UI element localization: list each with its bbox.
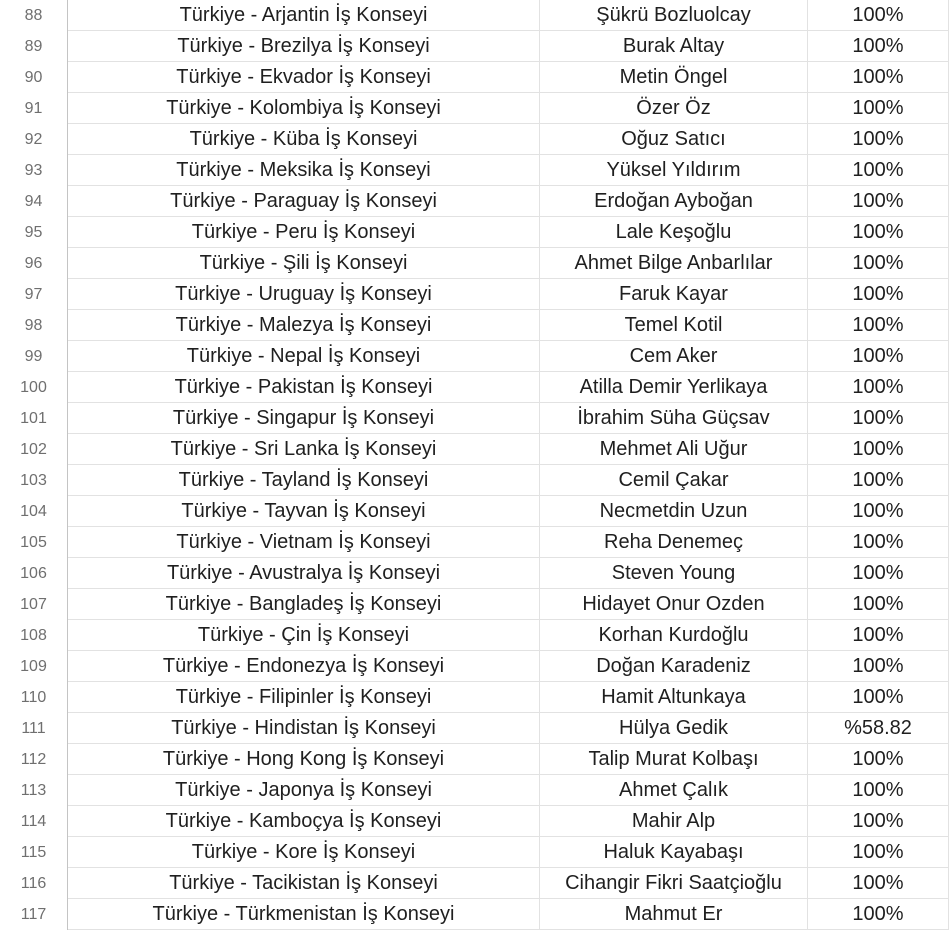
chairperson-cell[interactable]: Özer Öz	[540, 93, 808, 124]
row-number-header[interactable]: 113	[0, 775, 68, 806]
rate-cell[interactable]: 100%	[808, 434, 949, 465]
chairperson-cell[interactable]: Talip Murat Kolbaşı	[540, 744, 808, 775]
chairperson-cell[interactable]: Atilla Demir Yerlikaya	[540, 372, 808, 403]
table-row	[0, 341, 949, 372]
row-number-header[interactable]: 99	[0, 341, 68, 372]
row-number-header[interactable]: 95	[0, 217, 68, 248]
rate-cell[interactable]: 100%	[808, 124, 949, 155]
chairperson-cell[interactable]: Oğuz Satıcı	[540, 124, 808, 155]
chairperson-cell[interactable]: Cemil Çakar	[540, 465, 808, 496]
chairperson-cell[interactable]: Metin Öngel	[540, 62, 808, 93]
row-number-header[interactable]: 114	[0, 806, 68, 837]
chairperson-cell[interactable]: Erdoğan Ayboğan	[540, 186, 808, 217]
table-row	[0, 496, 949, 527]
rate-cell[interactable]: 100%	[808, 31, 949, 62]
council-name-cell[interactable]: Türkiye - Nepal İş Konseyi	[68, 341, 540, 372]
chairperson-cell[interactable]: Reha Denemeç	[540, 527, 808, 558]
table-row	[0, 403, 949, 434]
rate-cell[interactable]: 100%	[808, 899, 949, 930]
table-row	[0, 372, 949, 403]
chairperson-cell[interactable]: Faruk Kayar	[540, 279, 808, 310]
rate-cell[interactable]: 100%	[808, 868, 949, 899]
row-number-header[interactable]: 106	[0, 558, 68, 589]
table-row	[0, 434, 949, 465]
table-row	[0, 651, 949, 682]
table-row	[0, 837, 949, 868]
rate-cell[interactable]: %58.82	[808, 713, 949, 744]
chairperson-cell[interactable]: Hamit Altunkaya	[540, 682, 808, 713]
table-row	[0, 155, 949, 186]
council-name-cell[interactable]: Türkiye - Pakistan İş Konseyi	[68, 372, 540, 403]
council-name-cell[interactable]: Türkiye - Japonya İş Konseyi	[68, 775, 540, 806]
chairperson-cell[interactable]: Mehmet Ali Uğur	[540, 434, 808, 465]
chairperson-cell[interactable]: Mahir Alp	[540, 806, 808, 837]
table-row	[0, 806, 949, 837]
rate-cell[interactable]: 100%	[808, 806, 949, 837]
chairperson-cell[interactable]: Ahmet Bilge Anbarlılar	[540, 248, 808, 279]
rate-cell[interactable]: 100%	[808, 279, 949, 310]
chairperson-cell[interactable]: Cihangir Fikri Saatçioğlu	[540, 868, 808, 899]
chairperson-cell[interactable]: Yüksel Yıldırım	[540, 155, 808, 186]
rate-cell[interactable]: 100%	[808, 372, 949, 403]
row-number-header[interactable]: 100	[0, 372, 68, 403]
rate-cell[interactable]: 100%	[808, 93, 949, 124]
table-row	[0, 124, 949, 155]
row-number-header[interactable]: 108	[0, 620, 68, 651]
council-name-cell[interactable]: Türkiye - Şili İş Konseyi	[68, 248, 540, 279]
rate-cell[interactable]: 100%	[808, 775, 949, 806]
table-row	[0, 775, 949, 806]
row-number-header[interactable]: 111	[0, 713, 68, 744]
chairperson-cell[interactable]: Necmetdin Uzun	[540, 496, 808, 527]
table-row	[0, 0, 949, 31]
council-name-cell[interactable]: Türkiye - Arjantin İş Konseyi	[68, 0, 540, 31]
row-number-header[interactable]: 98	[0, 310, 68, 341]
table-row	[0, 899, 949, 930]
chairperson-cell[interactable]: Şükrü Bozluolcay	[540, 0, 808, 31]
council-name-cell[interactable]: Türkiye - Türkmenistan İş Konseyi	[68, 899, 540, 930]
rate-cell[interactable]: 100%	[808, 403, 949, 434]
rate-cell[interactable]: 100%	[808, 62, 949, 93]
council-name-cell[interactable]: Türkiye - Bangladeş İş Konseyi	[68, 589, 540, 620]
council-name-cell[interactable]: Türkiye - Tacikistan İş Konseyi	[68, 868, 540, 899]
rate-cell[interactable]: 100%	[808, 496, 949, 527]
chairperson-cell[interactable]: Cem Aker	[540, 341, 808, 372]
table-row	[0, 868, 949, 899]
council-name-cell[interactable]: Türkiye - Hong Kong İş Konseyi	[68, 744, 540, 775]
rate-cell[interactable]: 100%	[808, 558, 949, 589]
chairperson-cell[interactable]: Burak Altay	[540, 31, 808, 62]
rate-cell[interactable]: 100%	[808, 217, 949, 248]
rate-cell[interactable]: 100%	[808, 651, 949, 682]
council-name-cell[interactable]: Türkiye - Hindistan İş Konseyi	[68, 713, 540, 744]
rate-cell[interactable]: 100%	[808, 155, 949, 186]
rate-cell[interactable]: 100%	[808, 465, 949, 496]
rate-cell[interactable]: 100%	[808, 589, 949, 620]
row-number-header[interactable]: 89	[0, 31, 68, 62]
row-number-header[interactable]: 109	[0, 651, 68, 682]
row-number-header[interactable]: 107	[0, 589, 68, 620]
table-row	[0, 744, 949, 775]
rate-cell[interactable]: 100%	[808, 527, 949, 558]
council-name-cell[interactable]: Türkiye - Çin İş Konseyi	[68, 620, 540, 651]
council-name-cell[interactable]: Türkiye - Kore İş Konseyi	[68, 837, 540, 868]
table-row	[0, 186, 949, 217]
council-name-cell[interactable]: Türkiye - Meksika İş Konseyi	[68, 155, 540, 186]
row-number-header[interactable]: 92	[0, 124, 68, 155]
rate-cell[interactable]: 100%	[808, 341, 949, 372]
chairperson-cell[interactable]: İbrahim Süha Güçsav	[540, 403, 808, 434]
council-name-cell[interactable]: Türkiye - Malezya İş Konseyi	[68, 310, 540, 341]
table-row	[0, 217, 949, 248]
row-number-header[interactable]: 94	[0, 186, 68, 217]
row-number-header[interactable]: 90	[0, 62, 68, 93]
chairperson-cell[interactable]: Hülya Gedik	[540, 713, 808, 744]
council-name-cell[interactable]: Türkiye - Peru İş Konseyi	[68, 217, 540, 248]
table-row	[0, 93, 949, 124]
chairperson-cell[interactable]: Steven Young	[540, 558, 808, 589]
table-row	[0, 527, 949, 558]
chairperson-cell[interactable]: Haluk Kayabaşı	[540, 837, 808, 868]
rate-cell[interactable]: 100%	[808, 620, 949, 651]
council-name-cell[interactable]: Türkiye - Uruguay İş Konseyi	[68, 279, 540, 310]
chairperson-cell[interactable]: Korhan Kurdoğlu	[540, 620, 808, 651]
council-name-cell[interactable]: Türkiye - Kamboçya İş Konseyi	[68, 806, 540, 837]
rate-cell[interactable]: 100%	[808, 248, 949, 279]
chairperson-cell[interactable]: Doğan Karadeniz	[540, 651, 808, 682]
row-number-header[interactable]: 112	[0, 744, 68, 775]
rate-cell[interactable]: 100%	[808, 837, 949, 868]
council-name-cell[interactable]: Türkiye - Küba İş Konseyi	[68, 124, 540, 155]
chairperson-cell[interactable]: Temel Kotil	[540, 310, 808, 341]
chairperson-cell[interactable]: Lale Keşoğlu	[540, 217, 808, 248]
council-name-cell[interactable]: Türkiye - Brezilya İş Konseyi	[68, 31, 540, 62]
row-number-header[interactable]: 101	[0, 403, 68, 434]
rate-cell[interactable]: 100%	[808, 744, 949, 775]
rate-cell[interactable]: 100%	[808, 0, 949, 31]
council-name-cell[interactable]: Türkiye - Tayvan İş Konseyi	[68, 496, 540, 527]
table-row	[0, 589, 949, 620]
rate-cell[interactable]: 100%	[808, 682, 949, 713]
rate-cell[interactable]: 100%	[808, 186, 949, 217]
table-row	[0, 620, 949, 651]
row-number-header[interactable]: 97	[0, 279, 68, 310]
row-number-header[interactable]: 110	[0, 682, 68, 713]
row-number-header[interactable]: 104	[0, 496, 68, 527]
rate-cell[interactable]: 100%	[808, 310, 949, 341]
table-row	[0, 713, 949, 744]
council-name-cell[interactable]: Türkiye - Sri Lanka İş Konseyi	[68, 434, 540, 465]
table-row	[0, 279, 949, 310]
table-row	[0, 31, 949, 62]
table-row	[0, 62, 949, 93]
row-number-header[interactable]: 103	[0, 465, 68, 496]
table-row	[0, 558, 949, 589]
table-row	[0, 465, 949, 496]
table-row	[0, 682, 949, 713]
table-row	[0, 248, 949, 279]
council-name-cell[interactable]: Türkiye - Kolombiya İş Konseyi	[68, 93, 540, 124]
row-number-header[interactable]: 117	[0, 899, 68, 930]
row-number-header[interactable]: 115	[0, 837, 68, 868]
council-name-cell[interactable]: Türkiye - Vietnam İş Konseyi	[68, 527, 540, 558]
council-name-cell[interactable]: Türkiye - Ekvador İş Konseyi	[68, 62, 540, 93]
council-name-cell[interactable]: Türkiye - Endonezya İş Konseyi	[68, 651, 540, 682]
row-number-header[interactable]: 102	[0, 434, 68, 465]
row-number-header[interactable]: 88	[0, 0, 68, 31]
chairperson-cell[interactable]: Mahmut Er	[540, 899, 808, 930]
row-number-header[interactable]: 96	[0, 248, 68, 279]
row-number-header[interactable]: 116	[0, 868, 68, 899]
chairperson-cell[interactable]: Hidayet Onur Ozden	[540, 589, 808, 620]
council-name-cell[interactable]: Türkiye - Paraguay İş Konseyi	[68, 186, 540, 217]
chairperson-cell[interactable]: Ahmet Çalık	[540, 775, 808, 806]
council-name-cell[interactable]: Türkiye - Avustralya İş Konseyi	[68, 558, 540, 589]
row-number-header[interactable]: 105	[0, 527, 68, 558]
row-number-header[interactable]: 91	[0, 93, 68, 124]
council-name-cell[interactable]: Türkiye - Tayland İş Konseyi	[68, 465, 540, 496]
council-name-cell[interactable]: Türkiye - Singapur İş Konseyi	[68, 403, 540, 434]
table-row	[0, 310, 949, 341]
council-name-cell[interactable]: Türkiye - Filipinler İş Konseyi	[68, 682, 540, 713]
row-number-header[interactable]: 93	[0, 155, 68, 186]
